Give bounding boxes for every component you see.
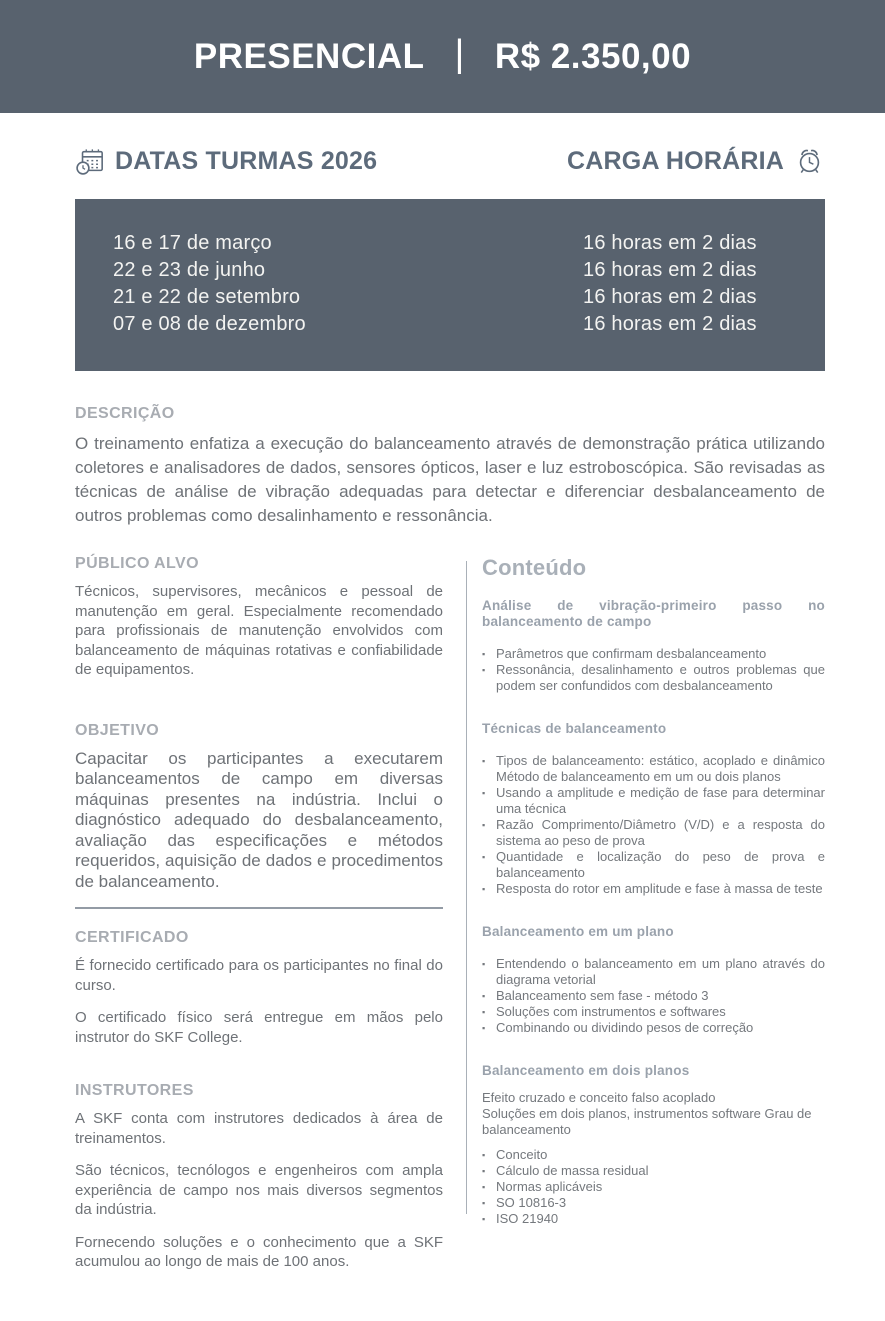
left-column <box>75 555 443 1272</box>
section-certificado <box>75 929 443 1047</box>
instrutores-paragraph: Fornecendo soluções e o conhecimento que a SKF acumulou ao longo de mais de 100 anos. <box>75 1233 443 1270</box>
banner-separator: | <box>454 33 465 75</box>
schedule-row <box>113 257 805 284</box>
content-section-um-plano <box>482 924 825 1036</box>
bullet-item: ▪ Cálculo de massa residual <box>482 1163 825 1179</box>
bullet-item: ▪ Entendendo o balanceamento em um plano através do diagrama vetorial <box>482 956 825 988</box>
bullet-item: ▪ Usando a amplitude e medição de fase para determinar uma técnica <box>482 785 825 817</box>
content-intro-line: Efeito cruzado e conceito falso acoplado <box>482 1090 716 1105</box>
bullet-item: ▪ Parâmetros que confirmam desbalanceamento <box>482 646 825 662</box>
price-banner <box>0 0 885 113</box>
class-hours: 16 horas em 2 dias <box>583 313 757 335</box>
schedule-titles-row <box>75 146 825 176</box>
class-date: 22 e 23 de junho <box>113 259 266 281</box>
publico-alvo-body: Técnicos, supervisores, mecânicos e pessoal de manutenção em geral. Especialmente recomendado para profissionais de manutenção envolvidos com balanceamento de máquinas rotativas e confiabilidade de equipamentos. <box>75 583 443 678</box>
alarm-clock-icon <box>794 146 825 176</box>
bullet-item: ▪ Quantidade e localização do peso de prova e balanceamento <box>482 849 825 881</box>
class-date: 07 e 08 de dezembro <box>113 313 306 335</box>
instrutores-paragraph: São técnicos, tecnólogos e engenheiros com ampla experiência de campo nos mais diversos segmentos da indústria. <box>75 1162 443 1218</box>
bullet-item: ▪ Combinando ou dividindo pesos de correção <box>482 1020 825 1036</box>
bullet-item: ▪ Balanceamento sem fase - método 3 <box>482 988 825 1004</box>
class-hours: 16 horas em 2 dias <box>583 286 757 308</box>
bullet-item: ▪ Ressonância, desalinhamento e outros problemas que podem ser confundidos com desbalanceamento <box>482 662 825 694</box>
content-bullet-list <box>482 753 825 897</box>
section-instrutores <box>75 1082 443 1272</box>
hours-title <box>567 146 825 176</box>
descricao-heading: DESCRIÇÃO <box>75 405 175 422</box>
content-bullet-list <box>482 1147 825 1227</box>
certificado-heading: CERTIFICADO <box>75 929 189 946</box>
section-descricao <box>75 405 825 528</box>
class-hours: 16 horas em 2 dias <box>583 232 757 254</box>
descricao-body: O treinamento enfatiza a execução do balanceamento através de demonstração prática utilizando coletores e analisadores de dados, sensores ópticos, laser e luz estroboscópica. São revisadas as técnicas de análise de vibração adequadas para detectar e diferenciar desbalanceamento de outros problemas como desalinhamento e ressonância. <box>75 434 825 525</box>
two-column-area <box>75 555 825 1272</box>
certificado-paragraph: É fornecido certificado para os participantes no final do curso. <box>75 957 443 994</box>
content-intro <box>482 1090 825 1138</box>
class-date: 16 e 17 de março <box>113 232 272 254</box>
objetivo-heading: OBJETIVO <box>75 721 160 739</box>
instrutores-heading: INSTRUTORES <box>75 1082 194 1099</box>
content-section-vibracao <box>482 598 825 694</box>
bullet-item: ▪ Tipos de balanceamento: estático, acoplado e dinâmico Método de balanceamento em um ou dois planos <box>482 753 825 785</box>
bullet-item: ▪ Normas aplicáveis <box>482 1179 825 1195</box>
horizontal-divider <box>75 907 443 909</box>
calendar-clock-icon <box>75 147 105 176</box>
content-subheading: Balanceamento em um plano <box>482 924 674 939</box>
conteudo-heading: Conteúdo <box>482 555 587 580</box>
vertical-divider <box>466 561 467 1214</box>
bullet-item: ▪ Razão Comprimento/Diâmetro (V/D) e a resposta do sistema ao peso de prova <box>482 817 825 849</box>
right-column <box>482 555 825 1272</box>
bullet-item: ▪ SO 10816-3 <box>482 1195 825 1211</box>
objetivo-body: Capacitar os participantes a executarem balanceamentos de campo em diversas máquinas presentes na indústria. Inclui o diagnóstico adequado do desbalanceamento, avaliação das especificações e métodos requeridos, aquisição de dados e procedimentos de balanceamento. <box>75 748 443 891</box>
modality-label: PRESENCIAL <box>193 36 425 76</box>
bullet-item: ▪ ISO 21940 <box>482 1211 825 1227</box>
schedule-table <box>75 199 825 371</box>
dates-title <box>75 147 377 176</box>
bullet-item: ▪ Conceito <box>482 1147 825 1163</box>
content-bullet-list <box>482 956 825 1036</box>
page-content <box>0 146 885 1302</box>
content-section-tecnicas <box>482 721 825 897</box>
content-intro-line: Soluções em dois planos, instrumentos software Grau de balanceamento <box>482 1106 812 1137</box>
content-subheading: Análise de vibração-primeiro passo no balanceamento de campo <box>482 598 825 629</box>
price-label: R$ 2.350,00 <box>494 36 692 76</box>
bullet-item: ▪ Soluções com instrumentos e softwares <box>482 1004 825 1020</box>
section-publico-alvo <box>75 555 443 680</box>
content-subheading: Balanceamento em dois planos <box>482 1063 690 1078</box>
class-date: 21 e 22 de setembro <box>113 286 301 308</box>
dates-title-label: DATAS TURMAS 2026 <box>115 146 378 175</box>
certificado-paragraph: O certificado físico será entregue em mãos pelo instrutor do SKF College. <box>75 1009 443 1046</box>
content-subheading: Técnicas de balanceamento <box>482 721 667 736</box>
schedule-row <box>113 311 805 338</box>
instrutores-paragraph: A SKF conta com instrutores dedicados à área de treinamentos. <box>75 1110 443 1147</box>
content-section-dois-planos <box>482 1063 825 1227</box>
bullet-item: ▪ Resposta do rotor em amplitude e fase à massa de teste <box>482 881 825 897</box>
content-bullet-list <box>482 646 825 694</box>
hours-title-label: CARGA HORÁRIA <box>567 146 784 175</box>
section-objetivo <box>75 722 443 893</box>
publico-alvo-heading: PÚBLICO ALVO <box>75 555 199 572</box>
class-hours: 16 horas em 2 dias <box>583 259 757 281</box>
schedule-row <box>113 230 805 257</box>
schedule-row <box>113 284 805 311</box>
